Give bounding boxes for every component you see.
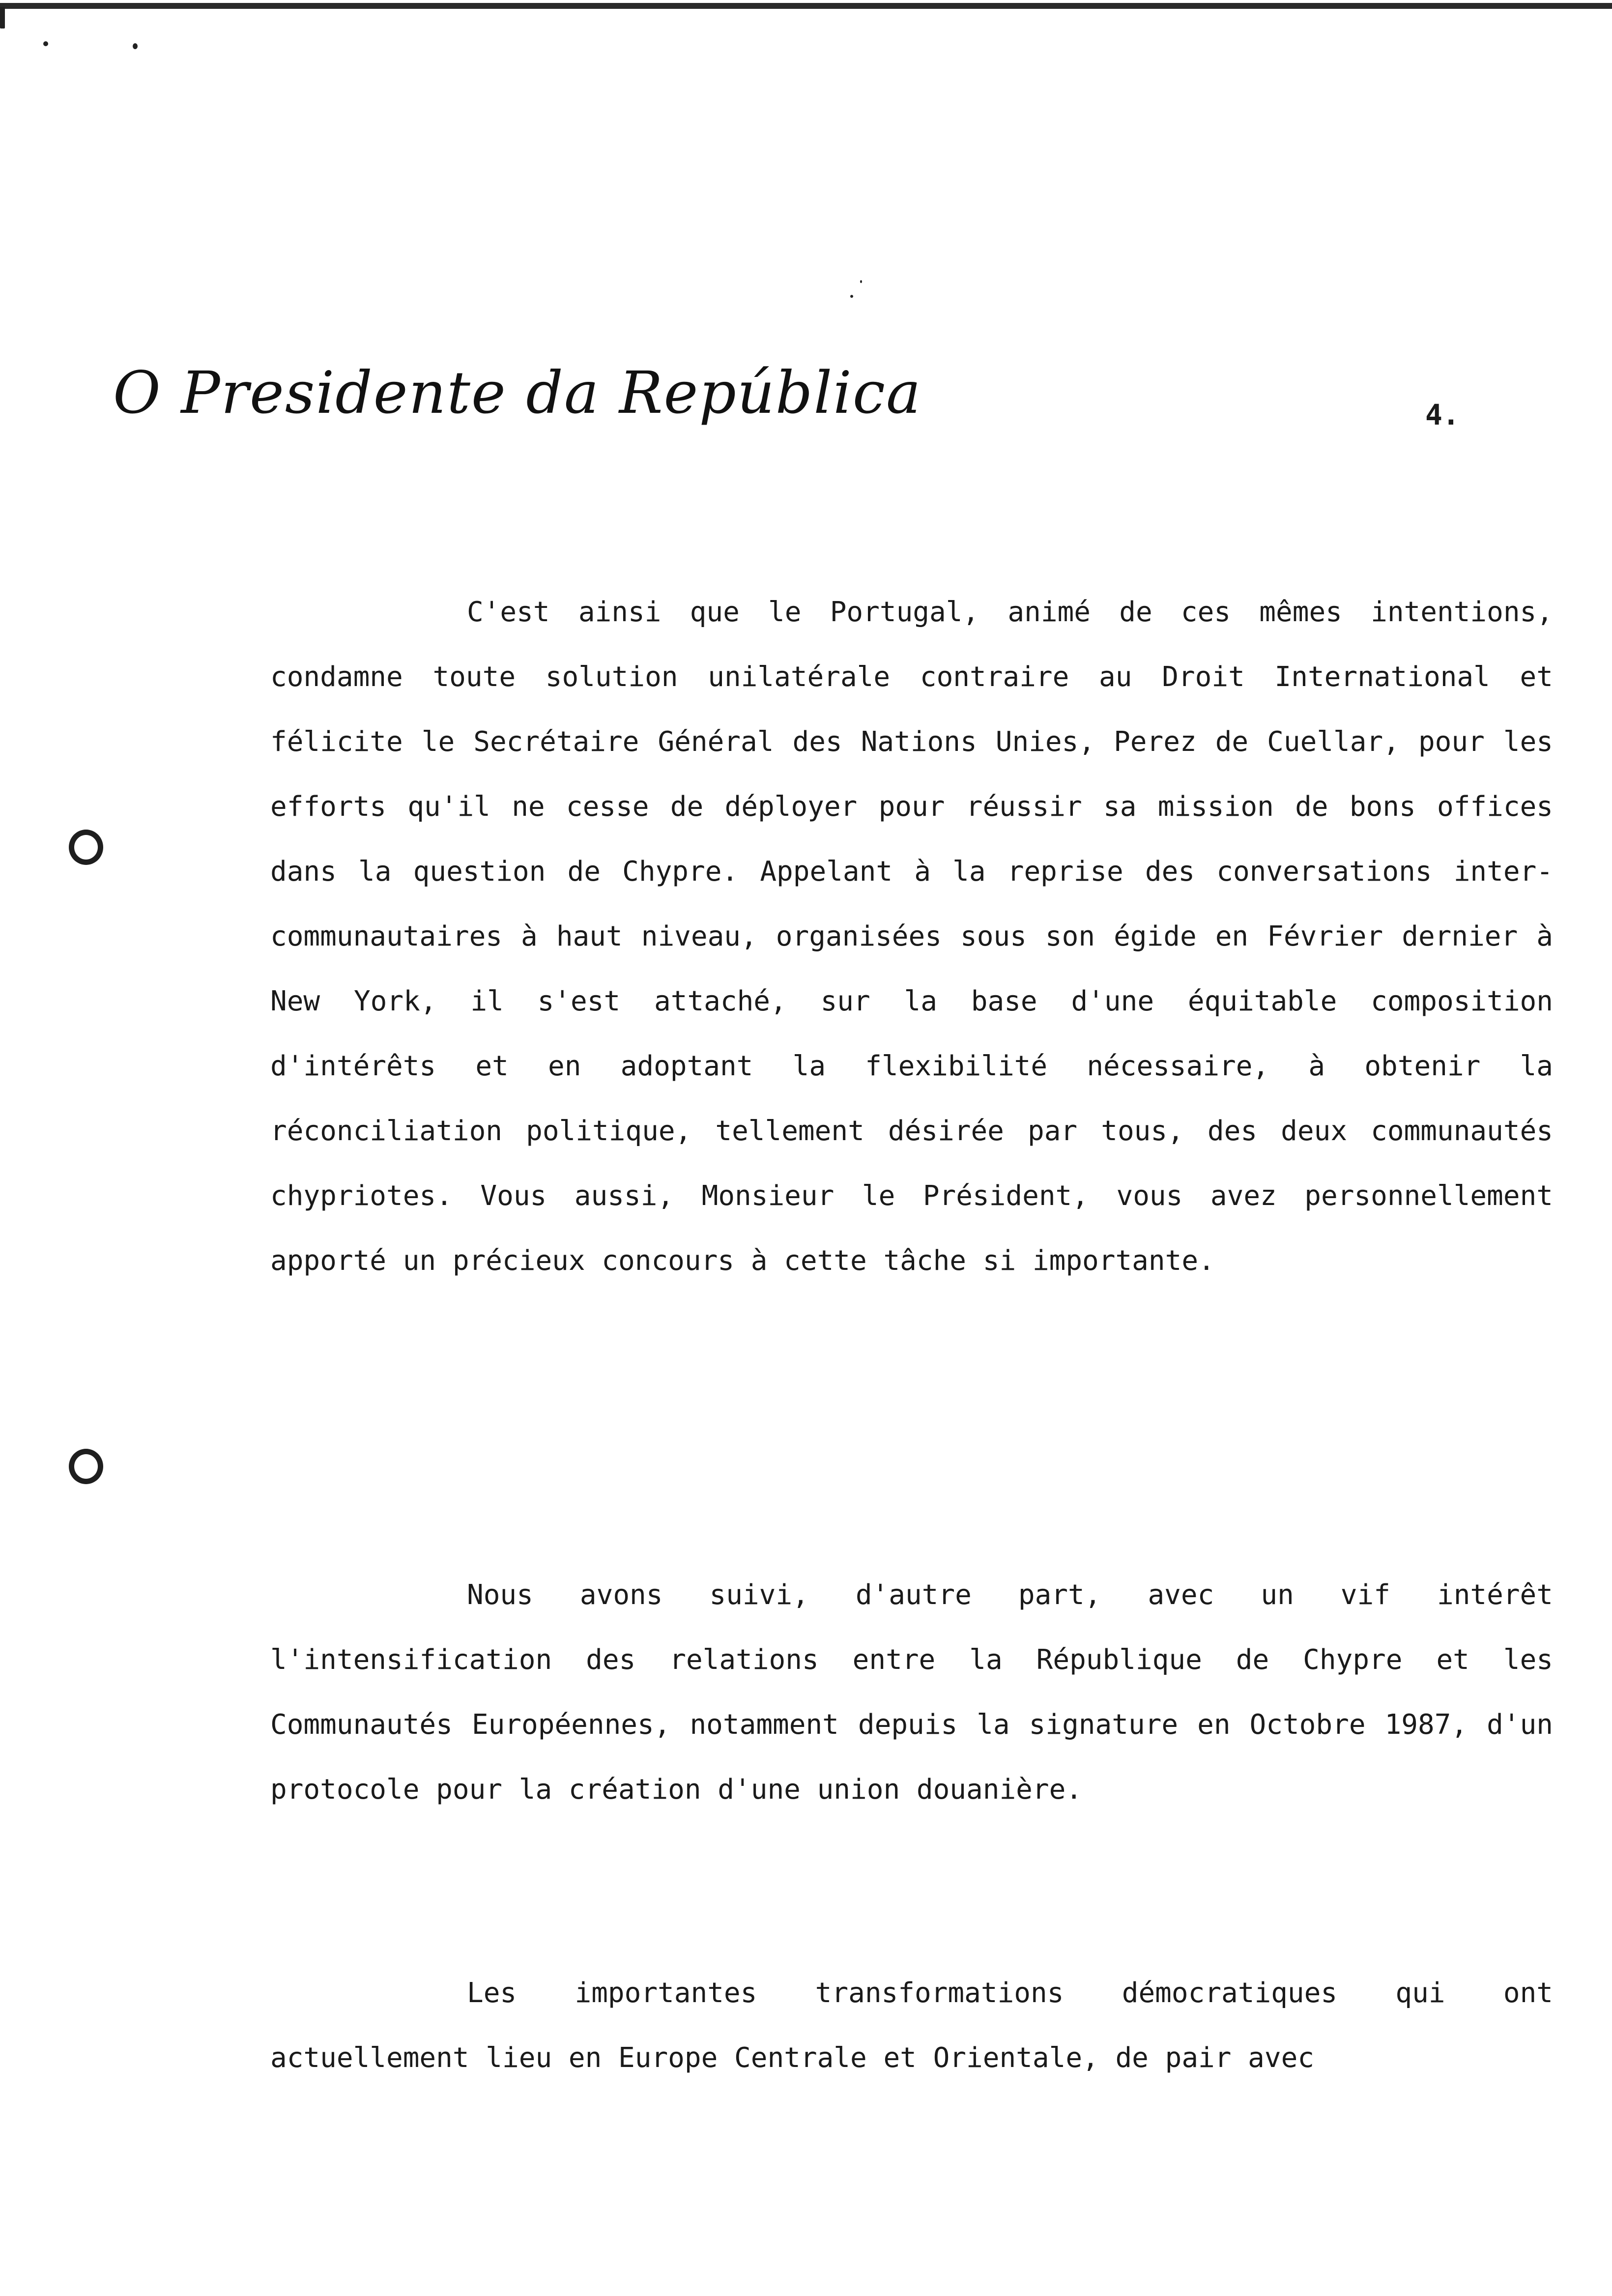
scan-dot <box>133 43 138 49</box>
paragraph-text: C'est ainsi que le Portugal, animé de ces mêmes intentions, condamne toute solution unilatérale contraire au Droit International et félicite le Secrétaire Général des Nations Unies, Perez de Cuellar, pour les efforts qu'il ne cesse de déployer pour réussir sa mission de bons offices dans la question de Chypre. Appelant à la reprise des conversations inter-communautaires à haut niveau, organisées sous son égide en Février dernier à New York, il s'est attaché, sur la base d'une équitable composition d'intérêts et en adoptant la flexibilité nécessaire, à obtenir la réconciliation politique, tellement désirée par tous, des deux communautés chypriotes. Vous aussi, Monsieur le Président, vous avez personnellement apporté un précieux concours à cette tâche si importante. <box>270 596 1553 1277</box>
letterhead-title: O Presidente da República <box>113 359 922 427</box>
page-top-edge-line <box>0 3 1612 9</box>
paragraph-text: Les importantes transformations démocratiques qui ont actuellement lieu en Europe Centrale et Orientale, de pair avec <box>270 1977 1553 2074</box>
scan-dot <box>43 41 48 46</box>
page-number: 4. <box>1425 398 1460 431</box>
paragraph-cyprus-position <box>270 580 1553 1293</box>
scan-dot <box>850 295 853 298</box>
paragraph-text: Nous avons suivi, d'autre part, avec un vif intérêt l'intensification des relations entre la République de Chypre et les Communautés Européennes, notamment depuis la signature en Octobre 1987, d'un protocole pour la création d'une union douanière. <box>270 1579 1553 1806</box>
paragraph-democratic-transformations <box>270 1961 1553 2091</box>
scan-mark <box>0 7 5 29</box>
punch-hole-icon <box>69 830 103 865</box>
scan-dot <box>860 280 862 283</box>
punch-hole-icon <box>69 1449 103 1484</box>
paragraph-european-communities <box>270 1563 1553 1822</box>
